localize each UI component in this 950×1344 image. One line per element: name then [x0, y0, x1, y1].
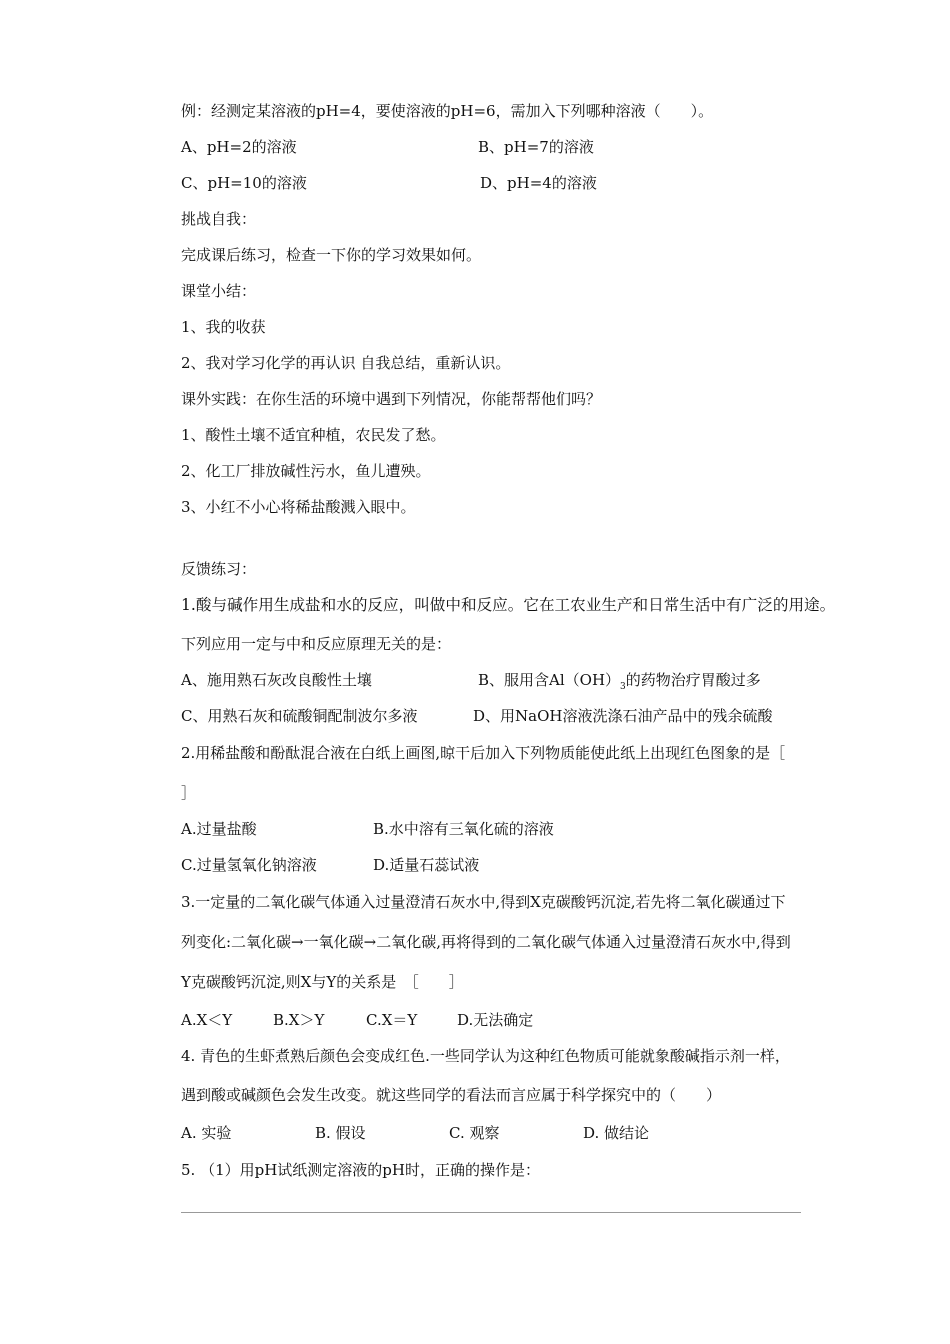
q5-line-1: 5. （1）用pH试纸测定溶液的pH时，正确的操作是： — [181, 1161, 540, 1179]
q3-line-3: Y克碳酸钙沉淀,则X与Y的关系是 ［ ］ — [181, 973, 464, 991]
q3-option-a: A.X＜Y — [181, 1011, 233, 1029]
q1-line-2: 下列应用一定与中和反应原理无关的是： — [181, 635, 452, 653]
practice-item-3: 3、小红不小心将稀盐酸溅入眼中。 — [181, 498, 416, 516]
q2-line-2: ］ — [181, 784, 197, 802]
q4-line-1: 4. 青色的生虾煮熟后颜色会变成红色.一些同学认为这种红色物质可能就象酸碱指示剂一样， — [181, 1047, 790, 1065]
q4-line-2: 遇到酸或碱颜色会发生改变。就这些同学的看法而言应属于科学探究中的（ ） — [181, 1086, 722, 1104]
practice-item-2: 2、化工厂排放碱性污水，鱼儿遭殃。 — [181, 462, 431, 480]
summary-heading: 课堂小结： — [181, 282, 257, 300]
q3-option-d: D.无法确定 — [457, 1011, 534, 1029]
summary-item-1: 1、我的收获 — [181, 318, 266, 336]
q1-option-d: D、用NaOH溶液洗涤石油产品中的残余硫酸 — [473, 707, 773, 725]
q4-option-c: C. 观察 — [449, 1124, 500, 1142]
challenge-text: 完成课后练习，检查一下你的学习效果如何。 — [181, 246, 482, 264]
q1-option-a: A、施用熟石灰改良酸性土壤 — [181, 671, 372, 689]
q4-option-a: A. 实验 — [181, 1124, 232, 1142]
q4-option-b: B. 假设 — [315, 1124, 366, 1142]
practice-heading: 课外实践：在你生活的环境中遇到下列情况，你能帮帮他们吗？ — [181, 390, 602, 408]
q3-line-1: 3.一定量的二氧化碳气体通入过量澄清石灰水中,得到X克碳酸钙沉淀,若先将二氧化碳通过下 — [181, 893, 786, 911]
example-option-d: D、pH=4的溶液 — [480, 174, 597, 192]
example-option-c: C、pH=10的溶液 — [181, 174, 307, 192]
q1-option-c: C、用熟石灰和硫酸铜配制波尔多液 — [181, 707, 418, 725]
q3-line-2: 列变化:二氧化碳→一氧化碳→二氧化碳,再将得到的二氧化碳气体通入过量澄清石灰水中,得到 — [181, 933, 791, 951]
q2-option-a: A.过量盐酸 — [181, 820, 257, 838]
q1-option-b: B、服用含$Al(OH)_3$的药物治疗胃酸过多 — [478, 671, 761, 692]
q4-option-d: D. 做结论 — [583, 1124, 650, 1142]
q1-line-1: 1.酸与碱作用生成盐和水的反应，叫做中和反应。它在工农业生产和日常生活中有广泛的用途。 — [181, 596, 836, 614]
q3-option-c: C.X＝Y — [366, 1011, 418, 1029]
challenge-heading: 挑战自我： — [181, 210, 257, 228]
q3-option-b: B.X＞Y — [273, 1011, 325, 1029]
answer-blank-line — [181, 1212, 801, 1213]
summary-item-2: 2、我对学习化学的再认识 自我总结，重新认识。 — [181, 354, 511, 372]
feedback-heading: 反馈练习： — [181, 560, 257, 578]
example-option-a: A、pH=2的溶液 — [181, 138, 297, 156]
practice-item-1: 1、酸性土壤不适宜种植，农民发了愁。 — [181, 426, 446, 444]
example-question: 例：经测定某溶液的pH=4，要使溶液的pH=6，需加入下列哪种溶液（ ）。 — [181, 102, 714, 120]
q2-option-b: B.水中溶有三氧化硫的溶液 — [373, 820, 554, 838]
q2-option-c: C.过量氢氧化钠溶液 — [181, 856, 317, 874]
q2-line-1: 2.用稀盐酸和酚酞混合液在白纸上画图,晾干后加入下列物质能使此纸上出现红色图象的是［ — [181, 744, 786, 762]
q2-option-d: D.适量石蕊试液 — [373, 856, 480, 874]
example-option-b: B、pH=7的溶液 — [478, 138, 594, 156]
